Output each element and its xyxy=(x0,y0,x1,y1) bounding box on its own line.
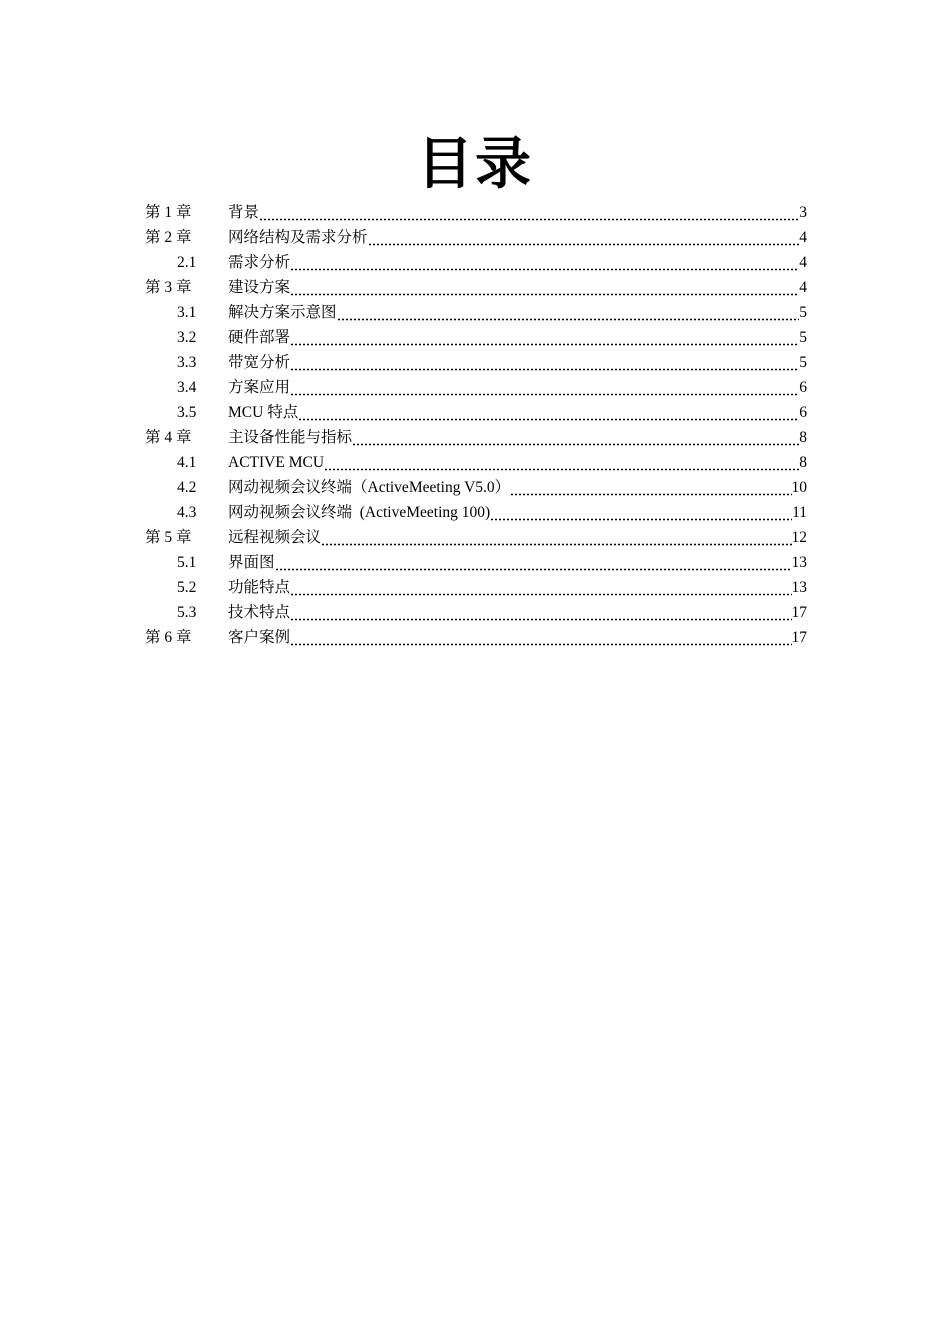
dot-leader xyxy=(352,428,799,448)
dot-leader xyxy=(290,603,791,623)
toc-entry-title: 带宽分析 xyxy=(228,354,291,371)
toc-entry-chapter-4[interactable] xyxy=(145,425,807,450)
toc-entry-page: 4 xyxy=(799,229,807,246)
toc-entry-number: 第 1 章 xyxy=(145,204,192,221)
dot-leader xyxy=(490,503,792,523)
toc-entry-number: 3.4 xyxy=(177,379,197,396)
toc-entry-number: 第 4 章 xyxy=(145,429,192,446)
toc-entry-section-3-2[interactable] xyxy=(145,325,807,350)
toc-entry-title: ACTIVE MCU xyxy=(228,454,325,471)
toc-entry-number: 3.5 xyxy=(177,404,197,421)
toc-entry-number: 4.3 xyxy=(177,504,197,521)
toc-entry-title: 远程视频会议 xyxy=(228,529,322,546)
dot-leader xyxy=(321,528,791,548)
toc-entry-section-3-5[interactable] xyxy=(145,400,807,425)
toc-entry-title: 需求分析 xyxy=(228,254,291,271)
toc-entry-page: 13 xyxy=(791,579,807,596)
toc-entry-title: 技术特点 xyxy=(228,604,291,621)
toc-entry-page: 11 xyxy=(792,504,807,521)
dot-leader xyxy=(259,203,799,223)
toc-entry-section-5-3[interactable] xyxy=(145,600,807,625)
toc-entry-number: 3.3 xyxy=(177,354,197,371)
toc-entry-section-2-1[interactable] xyxy=(145,250,807,275)
toc-entry-title: 功能特点 xyxy=(228,579,291,596)
toc-entry-title: 界面图 xyxy=(228,554,275,571)
toc-title: 目录 xyxy=(417,132,533,197)
dot-leader xyxy=(298,403,799,423)
dot-leader xyxy=(368,228,800,248)
toc-entry-chapter-3[interactable] xyxy=(145,275,807,300)
toc-entry-section-5-2[interactable] xyxy=(145,575,807,600)
toc-entry-page: 6 xyxy=(799,379,807,396)
toc-entry-page: 17 xyxy=(791,629,807,646)
toc-entry-number: 5.3 xyxy=(177,604,197,621)
toc-entry-page: 8 xyxy=(799,429,807,446)
toc-entry-page: 5 xyxy=(799,329,807,346)
toc-entry-number: 4.2 xyxy=(177,479,197,496)
toc-entry-page: 6 xyxy=(799,404,807,421)
toc-entry-section-3-3[interactable] xyxy=(145,350,807,375)
dot-leader xyxy=(290,628,791,648)
toc-entry-number: 5.2 xyxy=(177,579,197,596)
dot-leader xyxy=(290,578,791,598)
toc-entry-number: 第 2 章 xyxy=(145,229,192,246)
toc-entry-page: 17 xyxy=(791,604,807,621)
toc-entry-number: 3.1 xyxy=(177,304,197,321)
dot-leader xyxy=(324,453,799,473)
toc-entry-title: 解决方案示意图 xyxy=(228,304,337,321)
toc-list xyxy=(145,200,807,650)
toc-entry-number: 第 3 章 xyxy=(145,279,192,296)
toc-entry-page: 13 xyxy=(791,554,807,571)
toc-entry-page: 5 xyxy=(799,354,807,371)
dot-leader xyxy=(337,303,800,323)
toc-entry-section-3-1[interactable] xyxy=(145,300,807,325)
toc-entry-section-3-4[interactable] xyxy=(145,375,807,400)
toc-entry-title: 主设备性能与指标 xyxy=(228,429,353,446)
toc-entry-title: 建设方案 xyxy=(228,279,291,296)
toc-entry-page: 4 xyxy=(799,254,807,271)
dot-leader xyxy=(290,253,799,273)
toc-entry-number: 第 5 章 xyxy=(145,529,192,546)
dot-leader xyxy=(290,328,799,348)
toc-entry-chapter-2[interactable] xyxy=(145,225,807,250)
toc-entry-title: 背景 xyxy=(228,204,260,221)
toc-entry-number: 5.1 xyxy=(177,554,197,571)
toc-entry-chapter-1[interactable] xyxy=(145,200,807,225)
dot-leader xyxy=(275,553,792,573)
toc-entry-section-4-2[interactable] xyxy=(145,475,807,500)
toc-entry-section-4-1[interactable] xyxy=(145,450,807,475)
toc-entry-page: 5 xyxy=(799,304,807,321)
toc-entry-title: 网动视频会议终端 (ActiveMeeting 100) xyxy=(228,504,491,521)
toc-entry-number: 4.1 xyxy=(177,454,197,471)
toc-entry-chapter-6[interactable] xyxy=(145,625,807,650)
dot-leader xyxy=(290,278,799,298)
toc-entry-number: 第 6 章 xyxy=(145,629,192,646)
dot-leader xyxy=(290,353,799,373)
toc-entry-page: 3 xyxy=(799,204,807,221)
toc-entry-page: 12 xyxy=(791,529,807,546)
toc-entry-title: MCU 特点 xyxy=(228,404,299,421)
toc-entry-title: 方案应用 xyxy=(228,379,291,396)
toc-entry-page: 4 xyxy=(799,279,807,296)
toc-entry-title: 网络结构及需求分析 xyxy=(228,229,368,246)
toc-entry-section-5-1[interactable] xyxy=(145,550,807,575)
dot-leader xyxy=(510,478,791,498)
toc-entry-title: 硬件部署 xyxy=(228,329,291,346)
toc-entry-title: 网动视频会议终端（ActiveMeeting V5.0） xyxy=(228,479,511,496)
toc-entry-title: 客户案例 xyxy=(228,629,291,646)
toc-entry-number: 3.2 xyxy=(177,329,197,346)
toc-entry-page: 10 xyxy=(791,479,807,496)
toc-entry-section-4-3[interactable] xyxy=(145,500,807,525)
dot-leader xyxy=(290,378,799,398)
toc-entry-page: 8 xyxy=(799,454,807,471)
toc-entry-number: 2.1 xyxy=(177,254,197,271)
toc-entry-chapter-5[interactable] xyxy=(145,525,807,550)
